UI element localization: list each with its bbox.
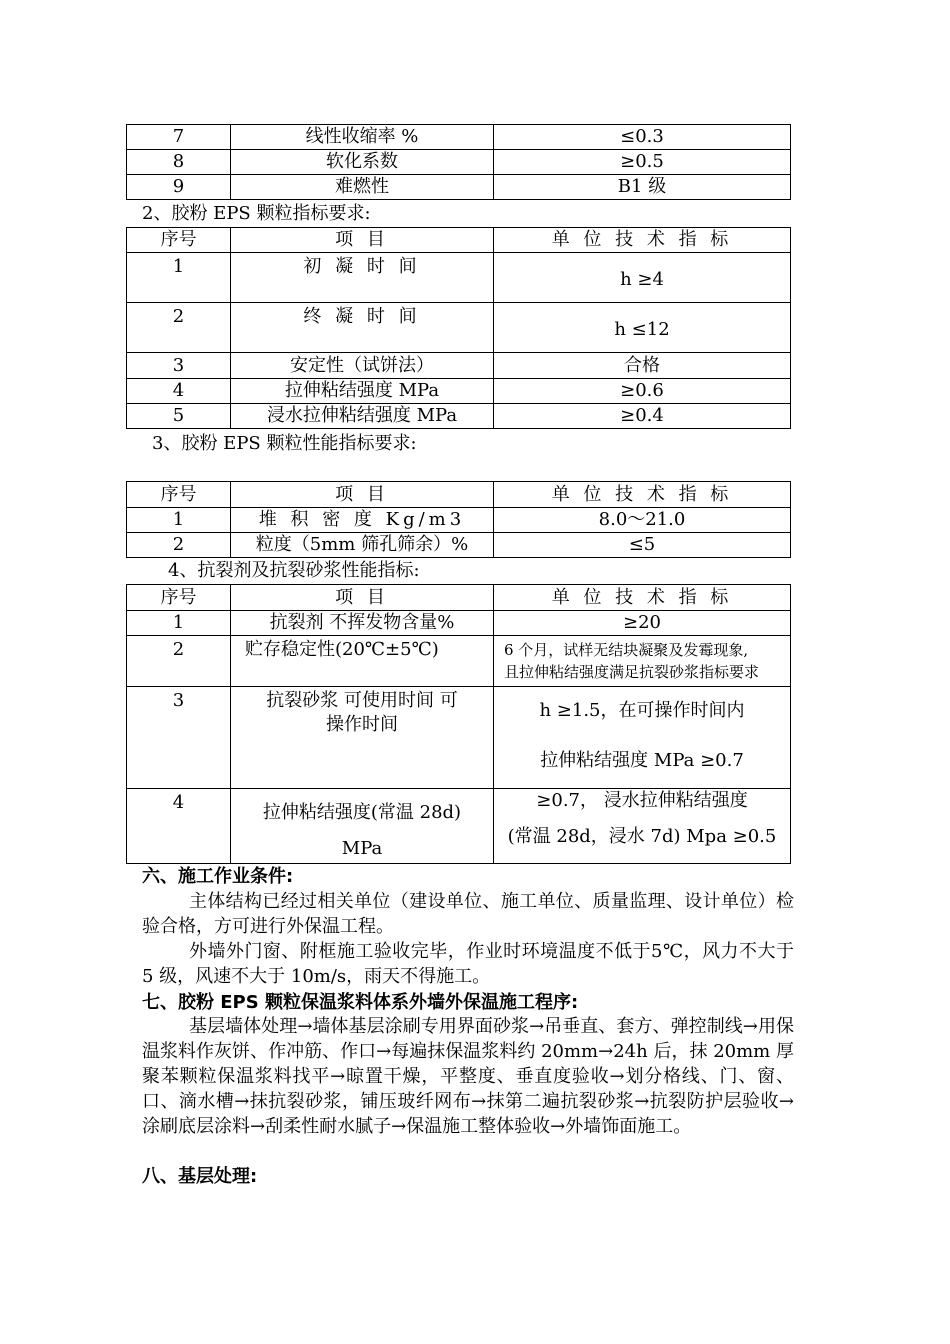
cell-value [494, 636, 791, 687]
section6-paragraph-2: 外墙外门窗、附框施工验收完毕，作业时环境温度不低于5℃，风力不大于 5 级，风速不大于 10m/s，雨天不得施工。 [142, 941, 794, 987]
header-no: 序号 [127, 482, 231, 508]
header-item: 项 目 [231, 482, 494, 508]
cell-no: 4 [127, 789, 231, 864]
section2-caption: 2、胶粉 EPS 颗粒指标要求: [142, 203, 371, 224]
cell-value: B1 级 [494, 175, 791, 200]
table-row [127, 789, 791, 864]
cell-no: 1 [127, 611, 231, 636]
header-value: 单 位 技 术 指 标 [494, 482, 791, 508]
item-line: 操作时间 [326, 714, 398, 735]
header-no: 序号 [127, 585, 231, 611]
cell-no: 9 [127, 175, 231, 200]
item-line: 拉伸粘结强度(常温 28d) [262, 802, 462, 823]
header-value: 单 位 技 术 指 标 [494, 585, 791, 611]
section4-caption: 4、抗裂剂及抗裂砂浆性能指标: [168, 560, 420, 581]
cell-item [231, 687, 494, 789]
cell-item: 初 凝 时 间 [231, 253, 494, 303]
item-line: MPa [341, 838, 383, 859]
cell-item: 线性收缩率 % [231, 125, 494, 150]
value-line: h ≥1.5，在可操作时间内 [539, 700, 745, 721]
section8-heading: 八、基层处理: [142, 1166, 258, 1187]
value-line: 6 个月，试样无结块凝聚及发霉现象, [504, 641, 749, 659]
cell-no: 5 [127, 404, 231, 429]
cell-no: 2 [127, 533, 231, 558]
item-line: 抗裂砂浆 可使用时间 可 [266, 690, 458, 711]
cell-no: 1 [127, 508, 231, 533]
cell-value [494, 789, 791, 864]
cell-value: ≤5 [494, 533, 791, 558]
cell-item: 安定性（试饼法） [231, 353, 494, 379]
table-row [127, 303, 791, 353]
table-physical-properties [126, 124, 791, 200]
table-row [127, 611, 791, 636]
table-row [127, 636, 791, 687]
section3-caption: 3、胶粉 EPS 颗粒性能指标要求: [152, 433, 417, 454]
table-row [127, 253, 791, 303]
cell-item: 拉伸粘结强度 MPa [231, 379, 494, 404]
cell-item: 粒度（5mm 筛孔筛余）% [231, 533, 494, 558]
cell-item: 终 凝 时 间 [231, 303, 494, 353]
cell-no: 8 [127, 150, 231, 175]
header-item: 项 目 [231, 585, 494, 611]
table-row [127, 150, 791, 175]
table-eps-performance [126, 481, 791, 558]
table-header-row [127, 585, 791, 611]
table-eps-indices [126, 227, 791, 429]
cell-item: 软化系数 [231, 150, 494, 175]
cell-no: 4 [127, 379, 231, 404]
cell-no: 3 [127, 353, 231, 379]
table-row [127, 379, 791, 404]
cell-value: 8.0～21.0 [494, 508, 791, 533]
value-line: ≥0.7， 浸水拉伸粘结强度 [536, 790, 748, 811]
cell-no: 3 [127, 687, 231, 789]
cell-item: 抗裂剂 不挥发物含量% [231, 611, 494, 636]
cell-item: 难燃性 [231, 175, 494, 200]
table-row [127, 175, 791, 200]
table-header-row [127, 482, 791, 508]
cell-item: 浸水拉伸粘结强度 MPa [231, 404, 494, 429]
table-anticrack [126, 584, 791, 864]
cell-value: ≥0.6 [494, 379, 791, 404]
cell-value: ≤0.3 [494, 125, 791, 150]
cell-no: 7 [127, 125, 231, 150]
table-header-row [127, 228, 791, 253]
cell-value: 合格 [494, 353, 791, 379]
cell-item: 贮存稳定性(20℃±5℃) [231, 636, 494, 687]
cell-value: ≥0.5 [494, 150, 791, 175]
cell-value: ≥20 [494, 611, 791, 636]
cell-value [494, 687, 791, 789]
cell-value: h ≤12 [494, 303, 791, 353]
table-row [127, 508, 791, 533]
cell-no: 1 [127, 253, 231, 303]
table-row [127, 125, 791, 150]
cell-item: 堆 积 密 度 Kg/m3 [231, 508, 494, 533]
table-row [127, 687, 791, 789]
section6-heading: 六、施工作业条件: [142, 866, 294, 887]
cell-item [231, 789, 494, 864]
table-row [127, 533, 791, 558]
section7-heading: 七、胶粉 EPS 颗粒保温浆料体系外墙外保温施工程序: [142, 992, 579, 1013]
value-line: (常温 28d，浸水 7d) Mpa ≥0.5 [507, 826, 777, 847]
header-item: 项 目 [231, 228, 494, 253]
value-line: 拉伸粘结强度 MPa ≥0.7 [540, 750, 744, 771]
section6-paragraph-1: 主体结构已经过相关单位（建设单位、施工单位、质量监理、设计单位）检验合格，方可进行外保温工程。 [142, 891, 794, 937]
cell-value: ≥0.4 [494, 404, 791, 429]
cell-no: 2 [127, 303, 231, 353]
header-no: 序号 [127, 228, 231, 253]
section7-paragraph-1: 基层墙体处理→墙体基层涂刷专用界面砂浆→吊垂直、套方、弹控制线→用保温浆料作灰饼、作冲筋、作口→每遍抹保温浆料约 20mm→24h 后，抹 20mm 厚聚苯颗粒保温浆料找平→晾置干燥，平整度、垂直度验收→划分格线、门、窗、口、滴水槽→抹抗裂砂浆，铺压玻纤网布→抹第二遍抗裂砂浆→抗裂防护层验收→涂刷底层涂料→刮柔性耐水腻子→保温施工整体验收→外墙饰面施工。 [142, 1016, 794, 1137]
value-line: 且拉伸粘结强度满足抗裂砂浆指标要求 [504, 663, 760, 681]
header-value: 单 位 技 术 指 标 [494, 228, 791, 253]
cell-no: 2 [127, 636, 231, 687]
table-row [127, 404, 791, 429]
cell-value: h ≥4 [494, 253, 791, 303]
table-row [127, 353, 791, 379]
